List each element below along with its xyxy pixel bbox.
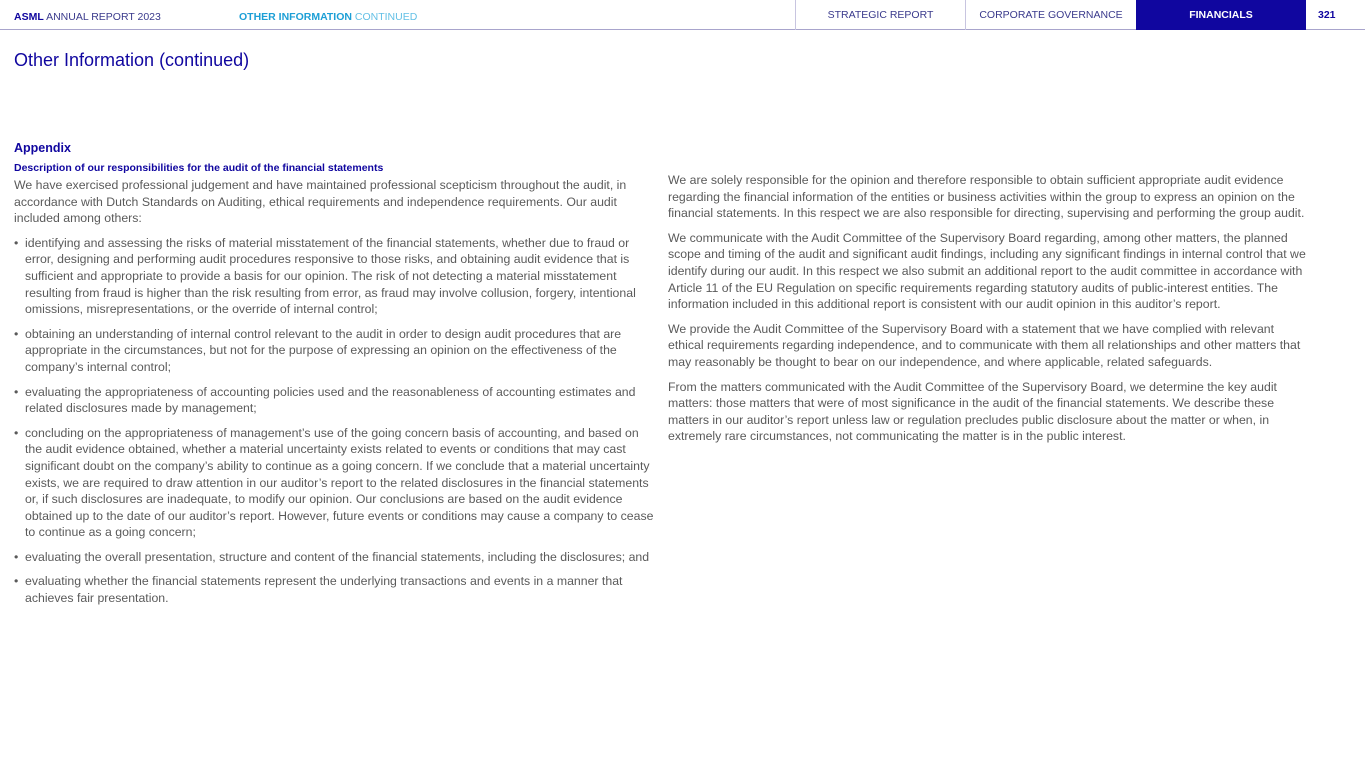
list-item bbox=[14, 326, 656, 376]
list-item bbox=[14, 425, 656, 541]
bullet-icon: • bbox=[14, 326, 19, 341]
paragraph-audit-committee-communication: We communicate with the Audit Committee of the Supervisory Board regarding, among other matters, the planned scope and timing of the audit and significant audit findings, including any significant findings in internal control that we identify during our audit. In this respect we also submit an additional report to the audit committee in accordance with Article 11 of the EU Regulation on specific requirements regarding statutory audits of public-interest entities. The information included in this additional report is consistent with our audit opinion in this auditor’s report. bbox=[668, 230, 1306, 312]
paragraph-key-audit-matters: From the matters communicated with the Audit Committee of the Supervisory Board, we determine the key audit matters: those matters that were of most significance in the audit of the financial statements. We describe these matters in our auditor’s report unless law or regulation precludes public disclosure about the matter or when, in extremely rare circumstances, not communicating the matter is in the public interest. bbox=[668, 379, 1277, 444]
appendix-heading: Appendix bbox=[14, 141, 71, 155]
section-continued: CONTINUED bbox=[351, 11, 418, 23]
bullet-icon: • bbox=[14, 384, 19, 399]
paragraph-independence-statement: We provide the Audit Committee of the Supervisory Board with a statement that we have complied with relevant ethical requirements regarding independence, and to communicate with them all relationships and other matters that may reasonably be thought to bear on our independence, and where applicable, related safeguards. bbox=[668, 321, 1301, 369]
list-item-text: identifying and assessing the risks of material misstatement of the financial statements, whether due to fraud or error, designing and performing audit procedures responsive to those risks, and obtaining audit evidence that is sufficient and appropriate to provide a basis for our opinion. The risk of not detecting a material misstatement resulting from fraud is higher than the risk resulting from error, as fraud may involve collusion, forgery, intentional omissions, misrepresentations, or the override of internal control; bbox=[25, 235, 636, 317]
list-item bbox=[14, 549, 656, 566]
list-item-text: evaluating whether the financial statements represent the underlying transactions and events in a manner that achieves fair presentation. bbox=[25, 574, 623, 606]
page-title: Other Information (continued) bbox=[14, 50, 250, 71]
tab-financials[interactable]: FINANCIALS bbox=[1136, 0, 1306, 30]
bullet-icon: • bbox=[14, 235, 19, 250]
list-item-text: evaluating the appropriateness of accounting policies used and the reasonableness of accounting estimates and related disclosures made by management; bbox=[25, 384, 636, 416]
chapter-nav bbox=[795, 0, 1365, 30]
bullet-icon: • bbox=[14, 574, 19, 589]
section-breadcrumb[interactable] bbox=[239, 11, 417, 23]
responsibilities-subheading: Description of our responsibilities for the audit of the financial statements bbox=[14, 162, 384, 174]
list-item bbox=[14, 573, 656, 606]
tab-strategic-report[interactable]: STRATEGIC REPORT bbox=[795, 0, 965, 30]
list-item-text: obtaining an understanding of internal control relevant to the audit in order to design audit procedures that are appropriate in the circumstances, but not for the purpose of expressing an opinion on the effectiveness of the company’s internal control; bbox=[25, 326, 622, 374]
top-navigation-bar bbox=[0, 0, 1365, 30]
list-item bbox=[14, 384, 656, 417]
bullet-icon: • bbox=[14, 549, 19, 564]
list-item bbox=[14, 235, 656, 318]
report-title: ANNUAL REPORT 2023 bbox=[43, 11, 161, 23]
bullet-icon: • bbox=[14, 425, 19, 440]
brand-name: ASML bbox=[14, 11, 44, 23]
tab-corporate-governance[interactable]: CORPORATE GOVERNANCE bbox=[965, 0, 1136, 30]
right-column bbox=[668, 172, 1310, 453]
page-number: 321 bbox=[1318, 9, 1336, 21]
report-brand[interactable] bbox=[14, 11, 161, 23]
audit-activities-list bbox=[14, 235, 656, 607]
intro-paragraph: We have exercised professional judgement and have maintained professional scepticism throughout the audit, in accordance with Dutch Standards on Auditing, ethical requirements and independence requirements. Our audit included among others: bbox=[14, 178, 627, 226]
list-item-text: concluding on the appropriateness of management’s use of the going concern basis of accounting, and based on the audit evidence obtained, whether a material uncertainty exists related to events or conditions that may cast significant doubt on the company’s ability to continue as a going concern. If we conclude that a material uncertainty exists, we are required to draw attention in our auditor’s report to the related disclosures in the financial statements or, if such disclosures are inadequate, to modify our opinion. Our conclusions are based on the audit evidence obtained up to the date of our auditor’s report. However, future events or conditions may cause a company to cease to continue as a going concern; bbox=[25, 425, 654, 540]
list-item-text: evaluating the overall presentation, structure and content of the financial statements, including the disclosures; and bbox=[25, 549, 650, 564]
paragraph-group-audit: We are solely responsible for the opinion and therefore responsible to obtain sufficient appropriate audit evidence regarding the financial information of the entities or business activities within the group to express an opinion on the financial statements. In this respect we are also responsible for directing, supervising and performing the group audit. bbox=[668, 173, 1305, 221]
left-column bbox=[14, 140, 656, 615]
section-name: OTHER INFORMATION bbox=[239, 11, 352, 23]
